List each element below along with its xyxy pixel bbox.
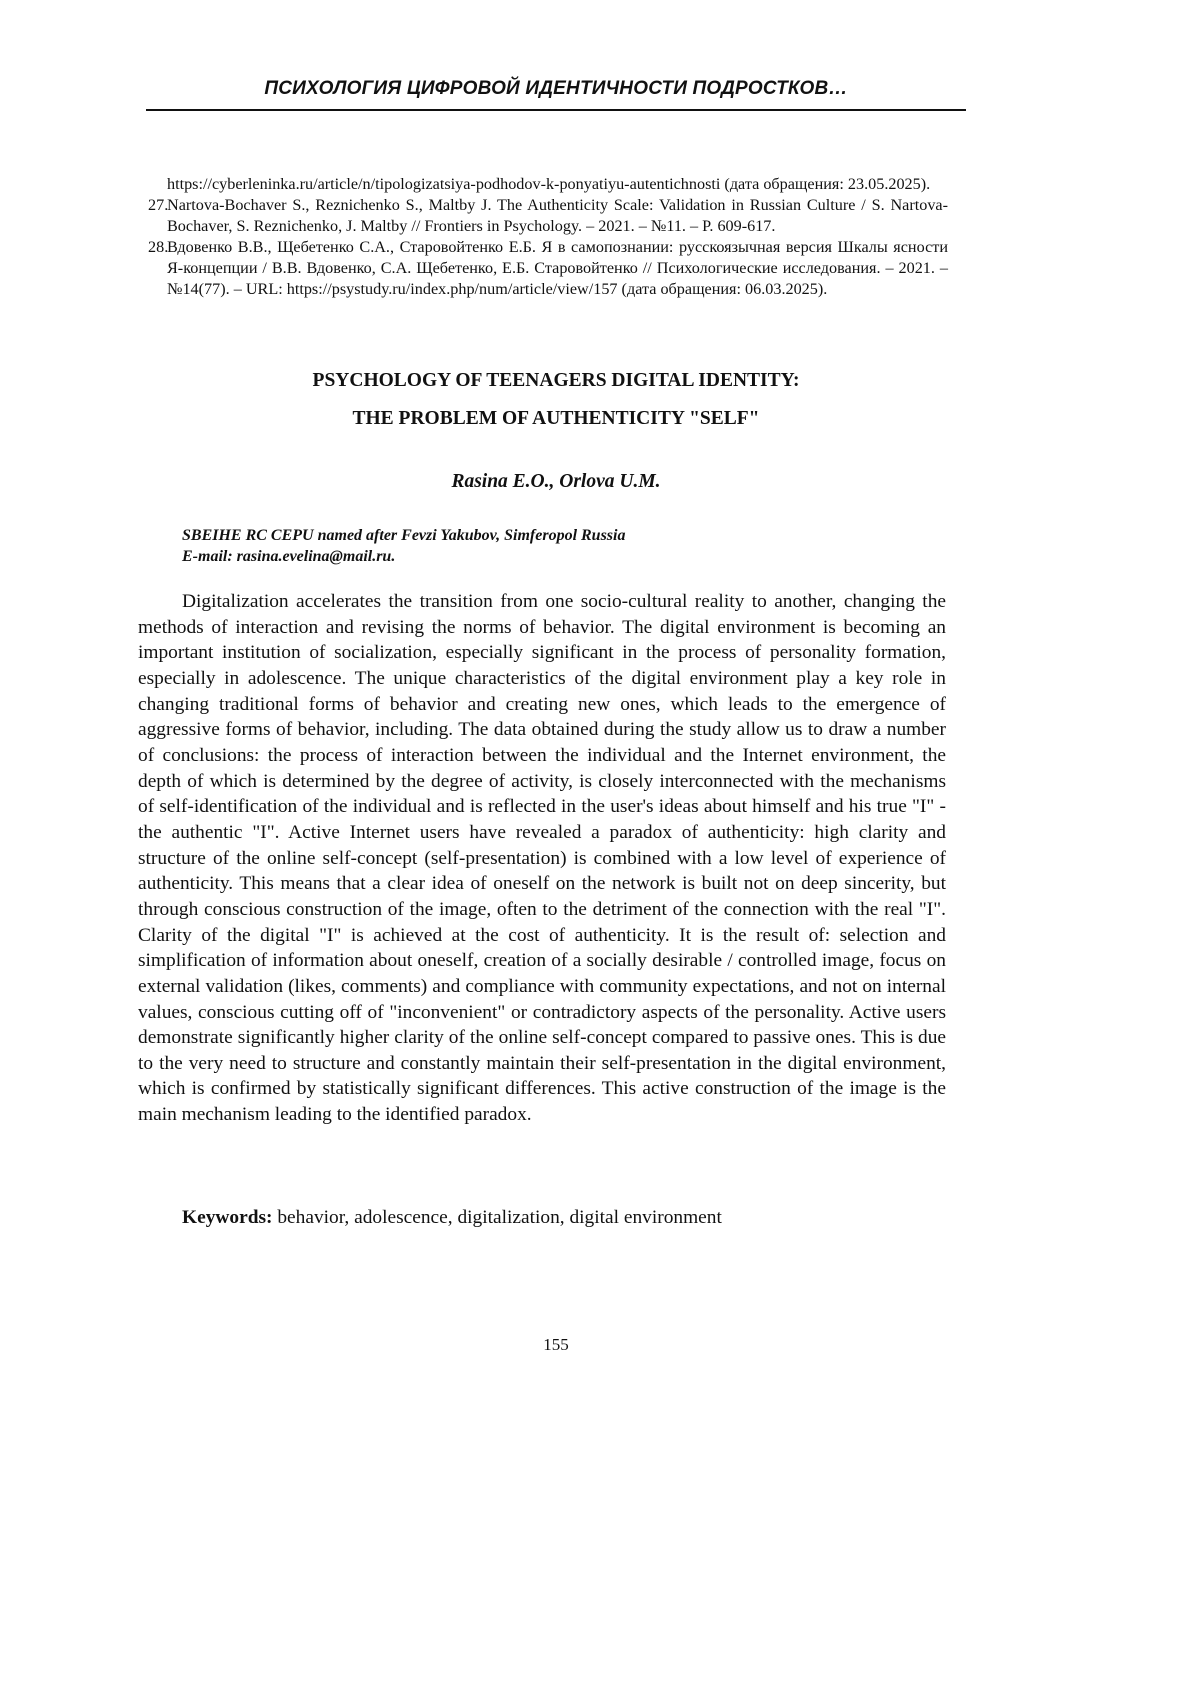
- article-authors: Rasina E.O., Orlova U.M.: [451, 471, 661, 492]
- reference-text: Вдовенко В.В., Щебетенко С.А., Старовойтенко Е.Б. Я в самопознании: русскоязычная версия Шкалы ясности Я-концепции / В.В. Вдовенко, С.А. Щебетенко, Е.Б. Старовойтенко // Психологические исследования. – 2021. – №14(77). – URL: https://psystudy.ru/index.php/num/article/view/157 (дата обращения: 06.03.2025).: [167, 238, 948, 298]
- article-title-line-1: PSYCHOLOGY OF TEENAGERS DIGITAL IDENTITY:: [312, 370, 800, 391]
- reference-text: https://cyberleninka.ru/article/n/tipologizatsiya-podhodov-k-ponyatiyu-autentichnosti (дата обращения: 23.05.2025).: [167, 175, 931, 193]
- abstract-paragraph: Digitalization accelerates the transition from one socio-cultural reality to another, changing the methods of interaction and revising the norms of behavior. The digital environment is becoming an important institution of socialization, especially significant in the process of personality formation, especially in adolescence. The unique characteristics of the digital environment play a key role in changing traditional forms of behavior and creating new ones, which leads to the emergence of aggressive forms of behavior, including. The data obtained during the study allow us to draw a number of conclusions: the process of interaction between the individual and the Internet environment, the depth of which is determined by the degree of activity, is closely interconnected with the mechanisms of self-identification of the individual and is reflected in the user's ideas about himself and his true "I" - the authentic "I". Active Internet users have revealed a paradox of authenticity: high clarity and structure of the online self-concept (self-presentation) is combined with a low level of experience of authenticity. This means that a clear idea of oneself on the network is built not on deep sincerity, but through conscious construction of the image, often to the detriment of the connection with the real "I". Clarity of the digital "I" is achieved at the cost of authenticity. It is the result of: selection and simplification of information about oneself, creation of a socially desirable / controlled image, focus on external validation (likes, comments) and compliance with community expectations, and not on internal values, conscious cutting off of "inconvenient" or contradictory aspects of the personality. Active users demonstrate significantly higher clarity of the online self-concept compared to passive ones. This is due to the very need to structure and constantly maintain their self-presentation in the digital environment, which is confirmed by statistically significant differences. This active construction of the image is the main mechanism leading to the identified paradox.: [138, 591, 946, 1126]
- reference-number: 28.: [148, 238, 169, 256]
- running-header: ПСИХОЛОГИЯ ЦИФРОВОЙ ИДЕНТИЧНОСТИ ПОДРОСТКОВ…: [264, 78, 848, 99]
- keywords-line: [182, 1205, 942, 1230]
- keywords-label: Keywords:: [182, 1207, 273, 1228]
- affiliation-block: [182, 525, 942, 567]
- page-number: 155: [543, 1335, 569, 1354]
- reference-continuation: [148, 174, 948, 195]
- reference-text: Nartova-Bochaver S., Reznichenko S., Maltby J. The Authenticity Scale: Validation in Russian Culture / S. Nartova-Bochaver, S. Reznichenko, J. Maltby // Frontiers in Psychology. – 2021. – №11. – P. 609-617.: [167, 196, 948, 235]
- contact-email: E-mail: rasina.evelina@mail.ru.: [182, 548, 396, 565]
- reference-item: [148, 195, 948, 237]
- reference-number: 27.: [148, 196, 169, 214]
- article-title-line-2: THE PROBLEM OF AUTHENTICITY "SELF": [352, 408, 760, 429]
- keywords-list: behavior, adolescence, digitalization, digital environment: [277, 1207, 722, 1228]
- affiliation: SBEIHE RC CEPU named after Fevzi Yakubov, Simferopol Russia: [182, 527, 626, 544]
- reference-item: [148, 237, 948, 300]
- reference-list: [148, 174, 948, 300]
- header-divider: [146, 109, 966, 111]
